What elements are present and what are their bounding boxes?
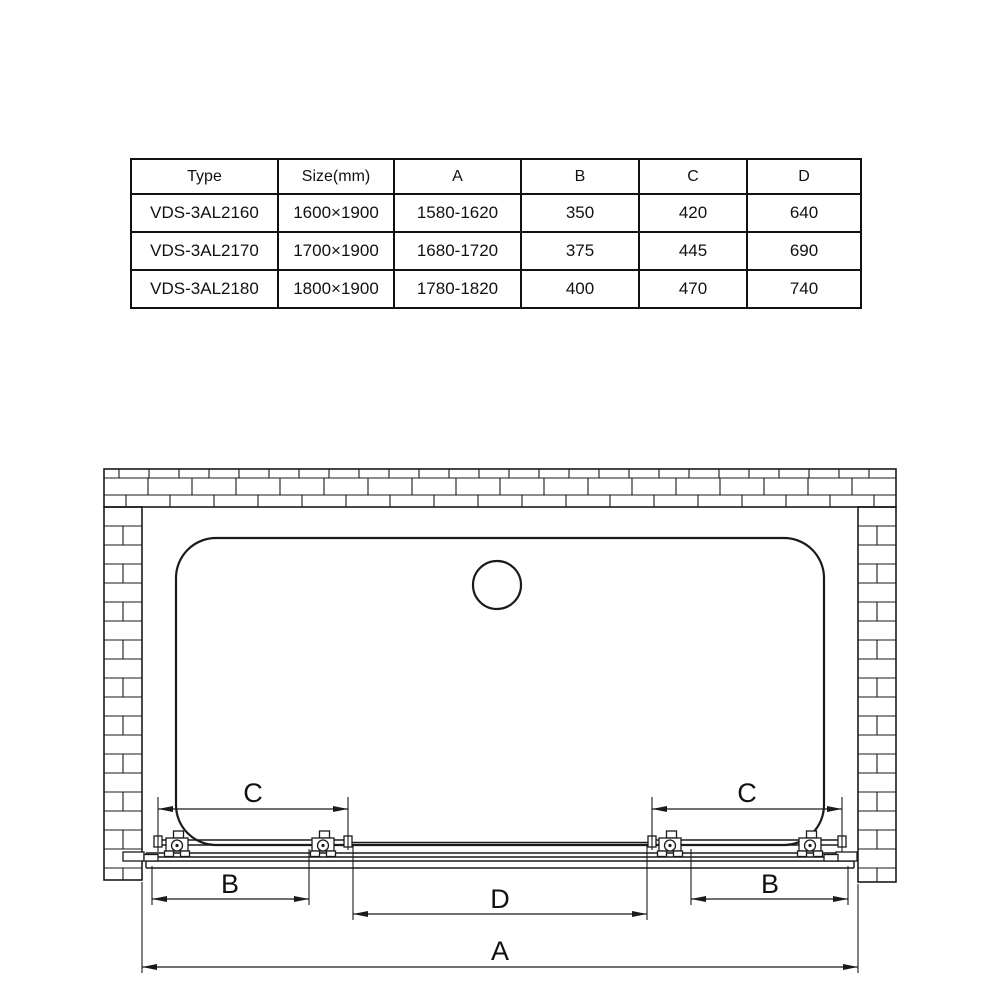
cell-d: 690 xyxy=(747,232,861,270)
cell-a: 1580-1620 xyxy=(394,194,521,232)
brick-wall xyxy=(104,469,896,882)
cell-d: 640 xyxy=(747,194,861,232)
cell-size: 1700×1900 xyxy=(278,232,394,270)
cell-b: 400 xyxy=(521,270,639,308)
cell-b: 375 xyxy=(521,232,639,270)
cell-b: 350 xyxy=(521,194,639,232)
brick-joints-top xyxy=(104,469,896,507)
dimension-b-left xyxy=(152,869,309,902)
drain-circle xyxy=(473,561,521,609)
dimension-a xyxy=(142,936,858,970)
track-lines xyxy=(146,853,854,868)
cell-a: 1680-1720 xyxy=(394,232,521,270)
dimension-b-right xyxy=(691,869,848,902)
brick-joints-left xyxy=(104,526,142,880)
dimension-label-c: C xyxy=(737,778,757,808)
dimension-c-left xyxy=(158,778,348,812)
cell-size: 1800×1900 xyxy=(278,270,394,308)
cell-a: 1780-1820 xyxy=(394,270,521,308)
dimension-d xyxy=(353,884,647,917)
dimension-label-b: B xyxy=(760,869,780,899)
cell-c: 470 xyxy=(639,270,747,308)
shower-tray xyxy=(176,538,824,845)
dimension-c-right xyxy=(652,778,842,812)
dimension-label-a: A xyxy=(490,936,510,966)
col-header-a: A xyxy=(394,159,521,194)
cell-type: VDS-3AL2160 xyxy=(131,194,278,232)
wall-bracket-left xyxy=(123,852,144,861)
cell-size: 1600×1900 xyxy=(278,194,394,232)
bottom-track xyxy=(123,852,857,868)
wall-bracket-right-clamp xyxy=(824,855,838,862)
brick-joints-right xyxy=(858,526,896,882)
cell-type: VDS-3AL2170 xyxy=(131,232,278,270)
col-header-d: D xyxy=(747,159,861,194)
dimension-label-c: C xyxy=(243,778,263,808)
col-header-c: C xyxy=(639,159,747,194)
col-header-size: Size(mm) xyxy=(278,159,394,194)
cell-d: 740 xyxy=(747,270,861,308)
dimension-label-d: D xyxy=(490,884,510,914)
dimension-label-b: B xyxy=(220,869,240,899)
wall-bracket-left-clamp xyxy=(144,855,158,862)
cell-type: VDS-3AL2180 xyxy=(131,270,278,308)
col-header-type: Type xyxy=(131,159,278,194)
wall-bracket-right xyxy=(836,852,857,861)
col-header-b: B xyxy=(521,159,639,194)
cell-c: 445 xyxy=(639,232,747,270)
cell-c: 420 xyxy=(639,194,747,232)
